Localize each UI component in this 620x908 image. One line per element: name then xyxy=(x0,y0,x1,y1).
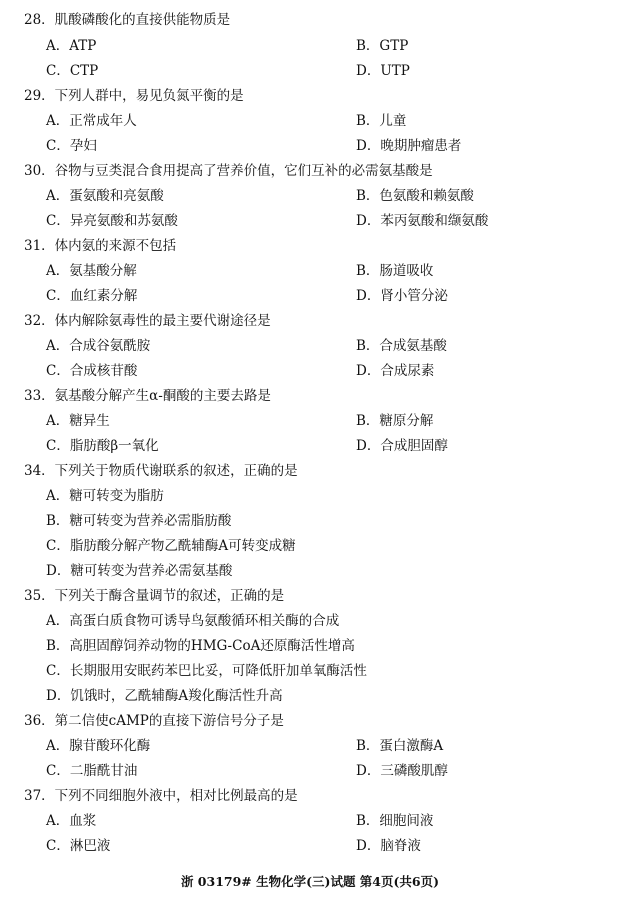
option-b: B．蛋白激酶A xyxy=(356,738,444,754)
option-a: A．ATP xyxy=(46,38,97,54)
option-a: A．合成谷氨酰胺 xyxy=(46,338,151,354)
option-d: D．合成胆固醇 xyxy=(356,438,448,454)
option-a: A．正常成年人 xyxy=(46,113,137,129)
question-stem: 32．体内解除氨毒性的最主要代谢途径是 xyxy=(24,313,271,329)
option-d: D．合成尿素 xyxy=(356,363,435,379)
question-stem: 36．第二信使cAMP的直接下游信号分子是 xyxy=(24,713,284,729)
option-b: B．合成氨基酸 xyxy=(356,338,447,354)
page-footer: 浙 03179# 生物化学(三)试题 第4页(共6页) xyxy=(180,874,440,889)
option-a: A．糖异生 xyxy=(46,413,110,429)
option-a: A．腺苷酸环化酶 xyxy=(46,738,151,754)
option-d: D．饥饿时，乙酰辅酶A羧化酶活性升高 xyxy=(46,688,283,704)
option-d: D．苯丙氨酸和缬氨酸 xyxy=(356,213,489,229)
option-b: B．糖可转变为营养必需脂肪酸 xyxy=(46,513,232,529)
option-b: B．GTP xyxy=(356,38,409,54)
option-a: A．氨基酸分解 xyxy=(46,263,137,279)
question-stem: 33．氨基酸分解产生α-酮酸的主要去路是 xyxy=(24,388,271,404)
question-stem: 30．谷物与豆类混合食用提高了营养价值，它们互补的必需氨基酸是 xyxy=(24,163,433,179)
option-c: C．长期服用安眠药苯巴比妥，可降低肝加单氧酶活性 xyxy=(46,663,367,679)
option-a: A．高蛋白质食物可诱导鸟氨酸循环相关酶的合成 xyxy=(46,613,340,629)
option-b: B．细胞间液 xyxy=(356,813,434,829)
option-d: D．晚期肿瘤患者 xyxy=(356,138,462,154)
question-stem: 34．下列关于物质代谢联系的叙述，正确的是 xyxy=(24,463,298,479)
option-d: D．糖可转变为营养必需氨基酸 xyxy=(46,563,233,579)
option-c: C．孕妇 xyxy=(46,138,97,154)
option-b: B．色氨酸和赖氨酸 xyxy=(356,188,474,204)
option-b: B．肠道吸收 xyxy=(356,263,434,279)
option-d: D．肾小管分泌 xyxy=(356,288,448,304)
question-stem: 31．体内氨的来源不包括 xyxy=(24,238,177,254)
option-c: C．淋巴液 xyxy=(46,838,111,854)
question-stem: 28．肌酸磷酸化的直接供能物质是 xyxy=(24,12,231,28)
option-d: D．三磷酸肌醇 xyxy=(356,763,448,779)
option-c: C．脂肪酸分解产物乙酰辅酶A可转变成糖 xyxy=(46,538,296,554)
option-c: C．脂肪酸β一氧化 xyxy=(46,438,159,454)
option-a: A．血浆 xyxy=(46,813,97,829)
option-b: B．儿童 xyxy=(356,113,407,129)
question-stem: 35．下列关于酶含量调节的叙述，正确的是 xyxy=(24,588,285,604)
option-c: C．CTP xyxy=(46,63,99,79)
option-a: A．蛋氨酸和亮氨酸 xyxy=(46,188,164,204)
option-c: C．二脂酰甘油 xyxy=(46,763,138,779)
option-c: C．合成核苷酸 xyxy=(46,363,138,379)
option-d: D．UTP xyxy=(356,63,410,79)
option-d: D．脑脊液 xyxy=(356,838,421,854)
option-a: A．糖可转变为脂肪 xyxy=(46,488,164,504)
question-stem: 29．下列人群中，易见负氮平衡的是 xyxy=(24,88,244,104)
option-b: B．高胆固醇饲养动物的HMG-CoA还原酶活性增高 xyxy=(46,638,355,654)
option-b: B．糖原分解 xyxy=(356,413,434,429)
question-stem: 37．下列不同细胞外液中，相对比例最高的是 xyxy=(24,788,298,804)
option-c: C．血红素分解 xyxy=(46,288,138,304)
option-c: C．异亮氨酸和苏氨酸 xyxy=(46,213,178,229)
